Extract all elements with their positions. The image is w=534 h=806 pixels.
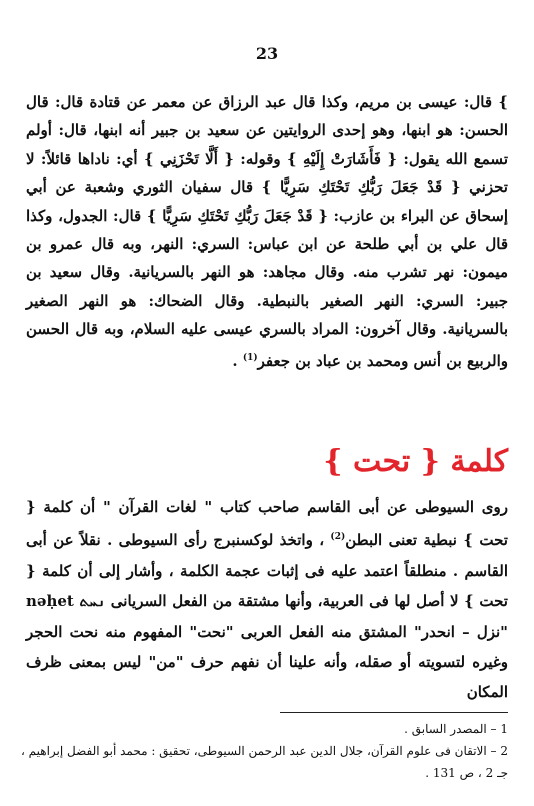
body-paragraph xyxy=(26,88,508,375)
footnotes xyxy=(20,718,508,784)
paragraph-end: . xyxy=(232,351,243,370)
footnote: 2 – الاتقان فى علوم القرآن، جلال الدين عبد الرحمن السيوطى، تحقيق : محمد أبو الفضل إبراهيم ، جـ 2 ، ص 131 . xyxy=(20,744,508,780)
footnote-ref-1: (1) xyxy=(242,352,258,363)
body-paragraph xyxy=(26,492,508,708)
footnote: 1 – المصدر السابق . xyxy=(404,722,508,736)
footnote-divider xyxy=(280,712,508,713)
section-heading: كلمة { تحت } xyxy=(323,444,508,479)
paragraph-1-block xyxy=(26,88,508,375)
footnote-ref-2: (2) xyxy=(330,532,346,543)
paragraph-text: } قال: عيسى بن مريم، وكذا قال عبد الرزاق عن معمر عن قتادة قال: قال الحسن: هو ابنها، وهو إحدى الروايتين عن سعيد بن جبير أنه ابنها، قال: أولم تسمع الله يقول: { فَأَشَارَتْ إِلَيْهِ } وقوله: { أَلَّا تَحْزَنِي } أي: ناداها قائلاً: لا تحزني { قَدْ جَعَلَ رَبُّكِ تَحْتَكِ سَرِيًّا } قال سفيان الثوري وشعبة عن أبي إسحاق عن البراء بن عازب: { قَدْ جَعَلَ رَبُّكِ تَحْتَكِ سَرِيًّا } قال: الجدول، وكذا قال علي بن أبي طلحة عن ابن عباس: السري: النهر، وبه قال عمرو بن ميمون: نهر تشرب منه. وقال مجاهد: هو النهر بالسريانية. وقال سعيد بن جبير: السري: النهر الصغير بالنبطية. وقال الضحاك: هو النهر الصغير بالسريانية. وقال آخرون: المراد بالسري عيسى عليه السلام، وبه قال الحسن والربيع بن أنس ومحمد بن عباد بن جعفر xyxy=(26,93,508,370)
paragraph-2-block xyxy=(26,492,508,708)
paragraph-text: ، واتخذ لوكسنبرج رأى السيوطى . نقلاً عن أبى القاسم . منطلقاً اعتمد عليه فى إثبات عجمة الكلمة ، وأشار إلى أن كلمة { تحت } لا أصل لها فى العربية، وأنها مشتقة من الفعل السريانى ܢܚܬ nəḥet "نزل – انحدر" المشتق منه الفعل العربى "نحت" المفهوم منه نحت الحجر وغيره لتسويته أو صقله، وأنه علينا أن نفهم حرف "من" ليس بمعنى ظرف المكان xyxy=(26,531,508,702)
paragraph-text: روى السيوطى عن أبى القاسم صاحب كتاب " لغات القرآن " أن كلمة { تحت } نبطية تعنى البطن xyxy=(26,498,508,550)
page-number: 23 xyxy=(255,44,279,63)
